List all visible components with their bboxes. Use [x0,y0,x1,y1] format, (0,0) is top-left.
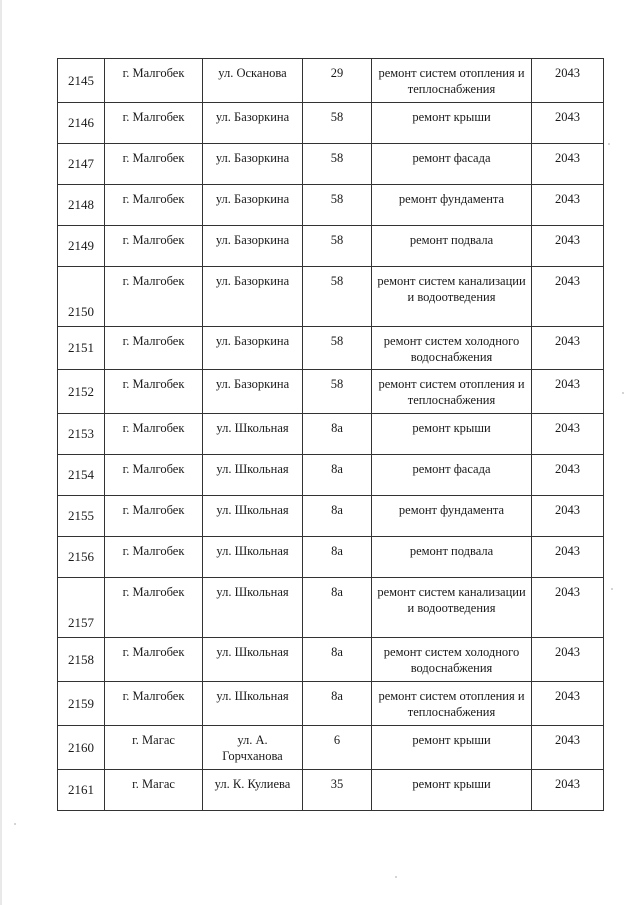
house-cell: 8а [303,638,372,682]
year-cell: 2043 [532,726,604,770]
city-cell: г. Малгобек [105,226,203,267]
work-type-cell: ремонт систем отопления и теплоснабжения [372,682,532,726]
work-type-cell: ремонт систем холодного водоснабжения [372,327,532,370]
row-number: 2149 [58,226,105,267]
city-cell: г. Магас [105,726,203,770]
year-cell: 2043 [532,144,604,185]
table-row [58,226,604,267]
year-cell: 2043 [532,537,604,578]
work-type-cell: ремонт систем канализации и водоотведения [372,267,532,327]
street-cell: ул. Школьная [203,638,303,682]
row-number: 2155 [58,496,105,537]
work-type-cell: ремонт фасада [372,144,532,185]
year-cell: 2043 [532,414,604,455]
city-cell: г. Малгобек [105,103,203,144]
work-type-cell: ремонт крыши [372,770,532,811]
table-row [58,455,604,496]
street-cell: ул. Базоркина [203,370,303,414]
year-cell: 2043 [532,455,604,496]
row-number: 2161 [58,770,105,811]
row-number: 2157 [58,578,105,638]
year-cell: 2043 [532,638,604,682]
table-row [58,496,604,537]
city-cell: г. Малгобек [105,496,203,537]
city-cell: г. Малгобек [105,327,203,370]
house-cell: 29 [303,59,372,103]
house-cell: 35 [303,770,372,811]
row-number: 2159 [58,682,105,726]
row-number: 2153 [58,414,105,455]
year-cell: 2043 [532,770,604,811]
work-type-cell: ремонт крыши [372,726,532,770]
work-type-cell: ремонт систем отопления и теплоснабжения [372,370,532,414]
street-cell: ул. Базоркина [203,327,303,370]
house-cell: 8а [303,455,372,496]
city-cell: г. Малгобек [105,578,203,638]
house-cell: 8а [303,578,372,638]
house-cell: 8а [303,537,372,578]
table-row [58,370,604,414]
table-row [58,59,604,103]
house-cell: 8а [303,682,372,726]
house-cell: 58 [303,226,372,267]
table-row [58,770,604,811]
city-cell: г. Малгобек [105,414,203,455]
work-type-cell: ремонт крыши [372,103,532,144]
row-number: 2146 [58,103,105,144]
row-number: 2156 [58,537,105,578]
street-cell: ул. Школьная [203,537,303,578]
street-cell: ул. Базоркина [203,267,303,327]
house-cell: 8а [303,496,372,537]
work-type-cell: ремонт фасада [372,455,532,496]
table-row [58,537,604,578]
street-cell: ул. Школьная [203,496,303,537]
scan-speck [622,392,624,394]
page-left-edge [0,0,2,905]
year-cell: 2043 [532,578,604,638]
table-row [58,682,604,726]
city-cell: г. Малгобек [105,455,203,496]
row-number: 2160 [58,726,105,770]
street-cell: ул. Базоркина [203,185,303,226]
table-row [58,726,604,770]
house-cell: 58 [303,185,372,226]
row-number: 2145 [58,59,105,103]
year-cell: 2043 [532,59,604,103]
city-cell: г. Малгобек [105,638,203,682]
year-cell: 2043 [532,185,604,226]
work-type-cell: ремонт систем холодного водоснабжения [372,638,532,682]
house-cell: 8а [303,414,372,455]
table-row [58,103,604,144]
table-row [58,414,604,455]
row-number: 2151 [58,327,105,370]
house-cell: 58 [303,370,372,414]
house-cell: 58 [303,267,372,327]
work-type-cell: ремонт систем канализации и водоотведения [372,578,532,638]
street-cell: ул. Школьная [203,455,303,496]
work-type-cell: ремонт систем отопления и теплоснабжения [372,59,532,103]
table-row [58,267,604,327]
street-cell: ул. Осканова [203,59,303,103]
year-cell: 2043 [532,226,604,267]
row-number: 2158 [58,638,105,682]
city-cell: г. Малгобек [105,537,203,578]
street-cell: ул. Базоркина [203,144,303,185]
table-body [58,59,604,811]
table-row [58,327,604,370]
repair-schedule-table [57,58,604,811]
work-type-cell: ремонт фундамента [372,185,532,226]
work-type-cell: ремонт подвала [372,537,532,578]
work-type-cell: ремонт подвала [372,226,532,267]
row-number: 2147 [58,144,105,185]
work-type-cell: ремонт фундамента [372,496,532,537]
year-cell: 2043 [532,267,604,327]
street-cell: ул. Школьная [203,682,303,726]
street-cell: ул. Школьная [203,578,303,638]
year-cell: 2043 [532,327,604,370]
street-cell: ул. Базоркина [203,103,303,144]
scan-speck [395,876,397,878]
year-cell: 2043 [532,370,604,414]
scan-speck [14,823,16,825]
city-cell: г. Малгобек [105,267,203,327]
row-number: 2152 [58,370,105,414]
house-cell: 58 [303,144,372,185]
table-row [58,144,604,185]
table-row [58,185,604,226]
city-cell: г. Малгобек [105,59,203,103]
city-cell: г. Малгобек [105,185,203,226]
table-row [58,638,604,682]
row-number: 2148 [58,185,105,226]
city-cell: г. Малгобек [105,370,203,414]
city-cell: г. Малгобек [105,682,203,726]
year-cell: 2043 [532,103,604,144]
year-cell: 2043 [532,496,604,537]
street-cell: ул. К. Кулиева [203,770,303,811]
city-cell: г. Магас [105,770,203,811]
row-number: 2150 [58,267,105,327]
row-number: 2154 [58,455,105,496]
street-cell: ул. Школьная [203,414,303,455]
work-type-cell: ремонт крыши [372,414,532,455]
city-cell: г. Малгобек [105,144,203,185]
table-row [58,578,604,638]
scan-speck [608,143,610,145]
year-cell: 2043 [532,682,604,726]
house-cell: 58 [303,327,372,370]
street-cell: ул. А. Горчханова [203,726,303,770]
street-cell: ул. Базоркина [203,226,303,267]
scan-speck [611,588,613,590]
house-cell: 58 [303,103,372,144]
house-cell: 6 [303,726,372,770]
